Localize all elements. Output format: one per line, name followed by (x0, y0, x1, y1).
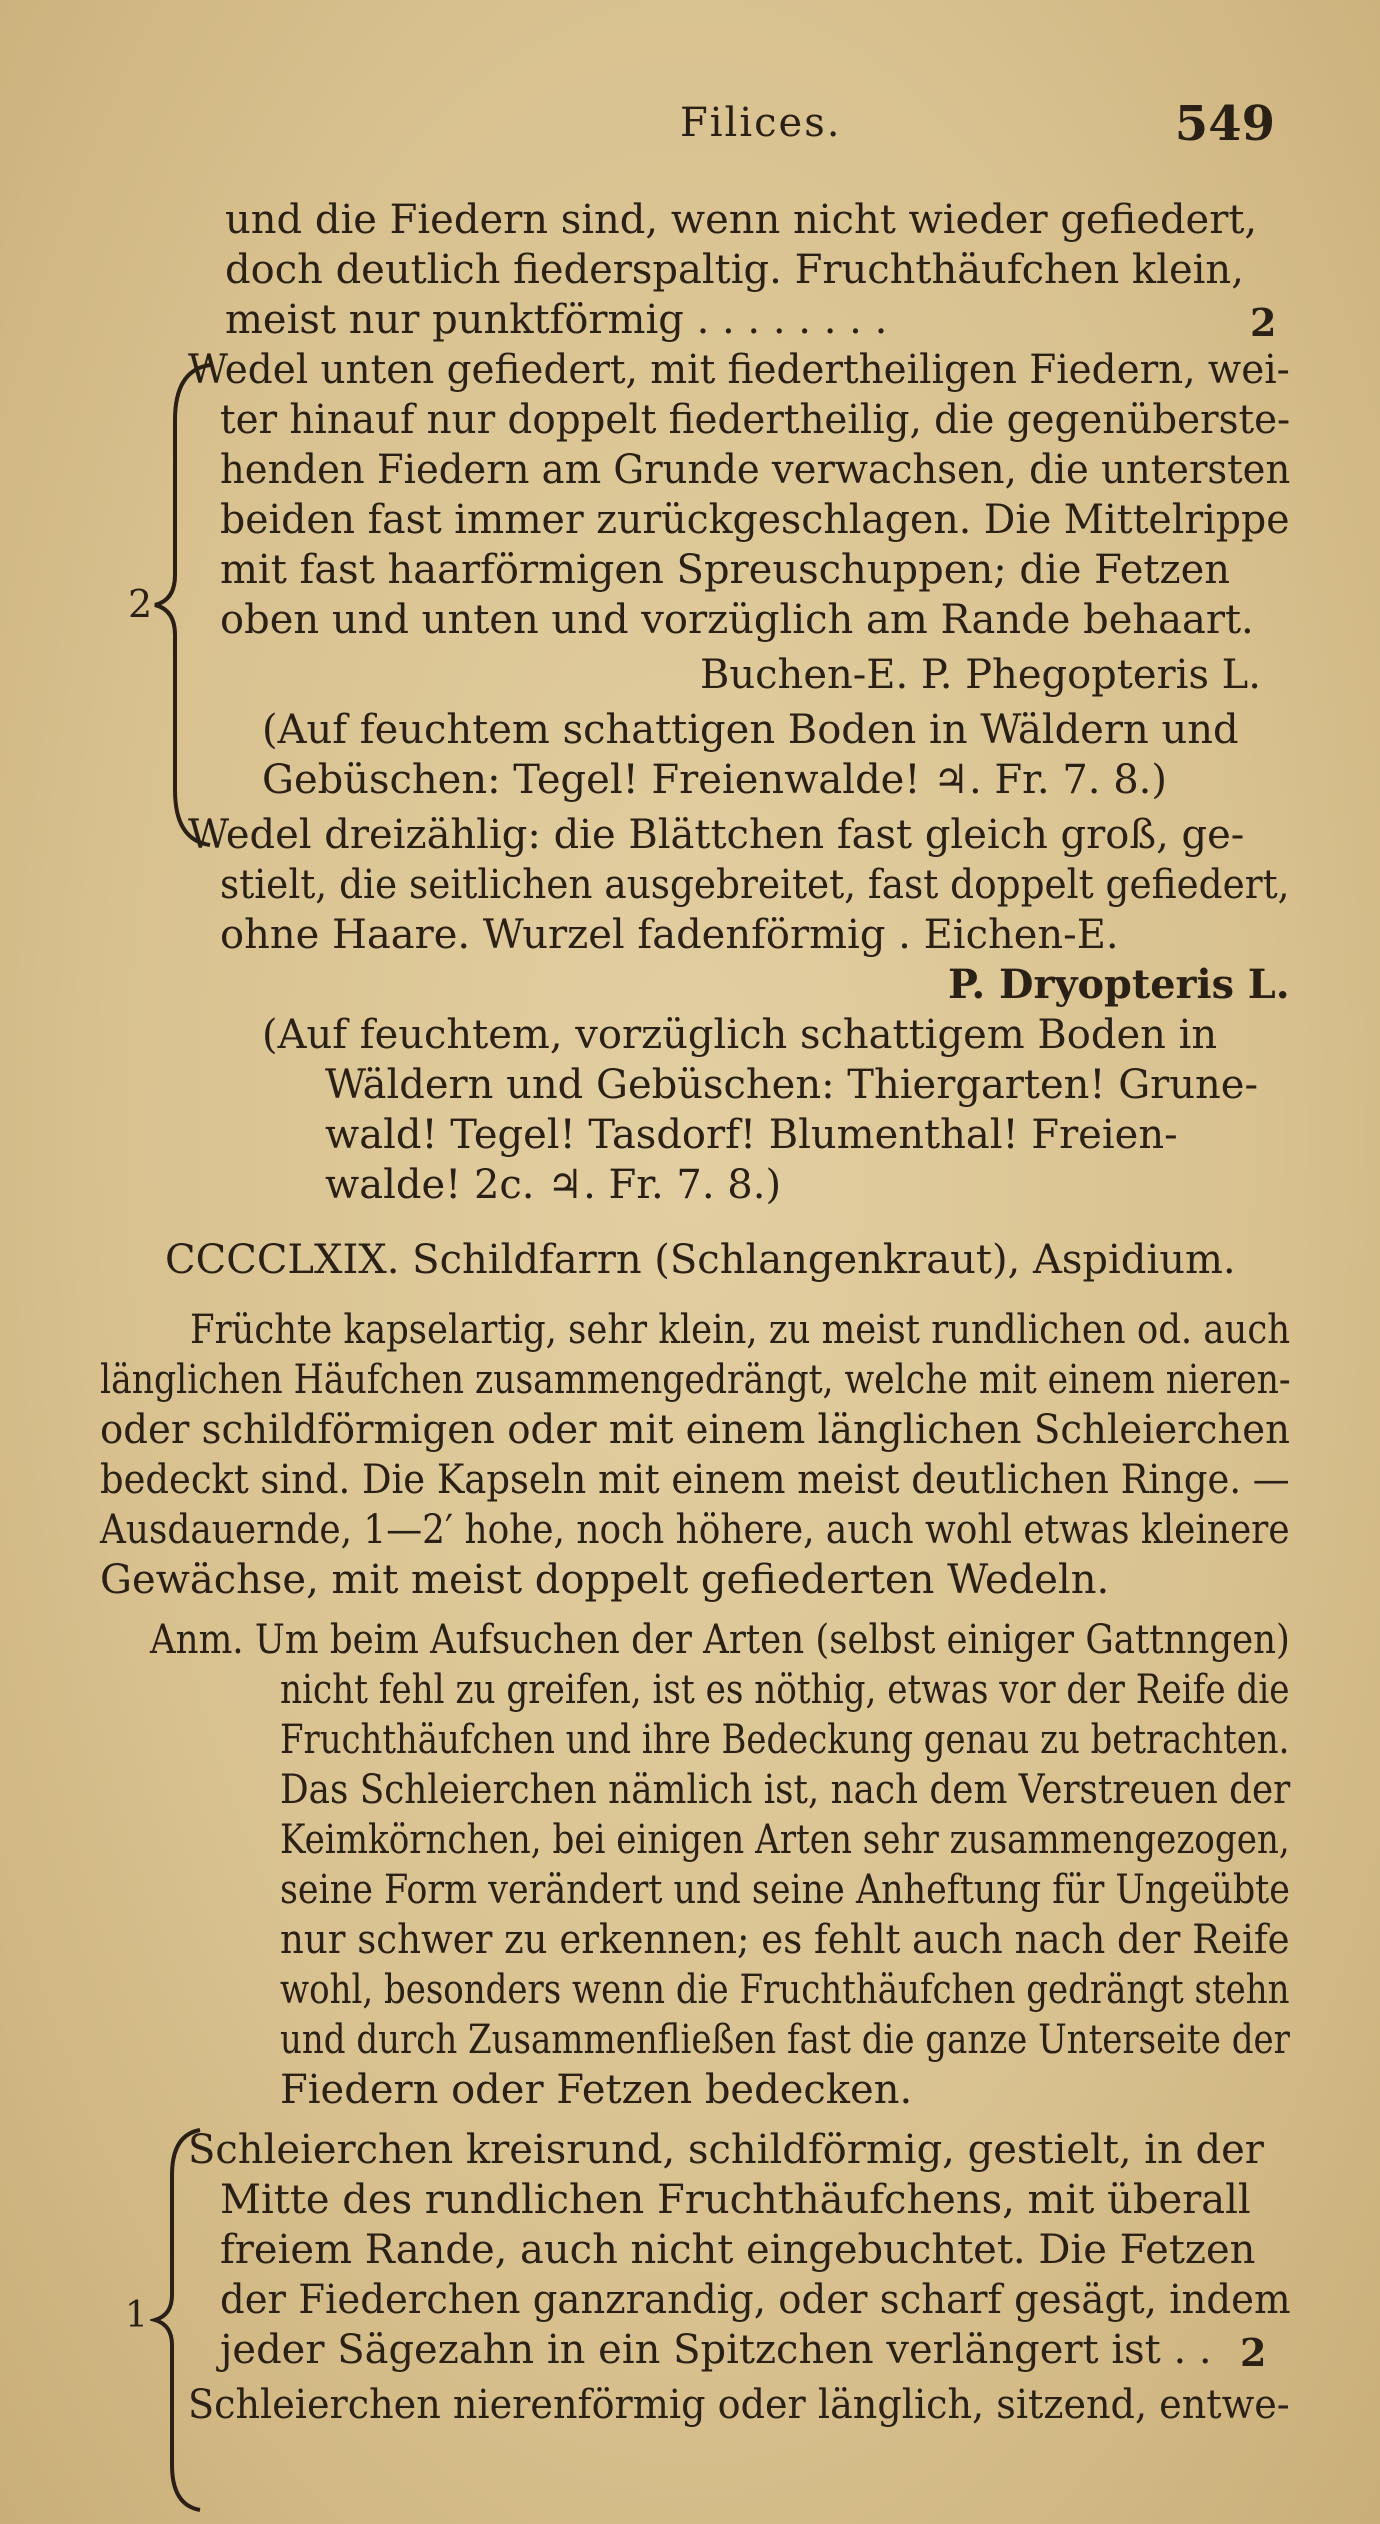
habitat-line: Wäldern und Gebüschen: Thiergarten! Grune- (325, 1062, 1258, 1108)
note-line: Anm. Um beim Aufsuchen der Arten (selbst einiger Gattnngen) (150, 1617, 1290, 1663)
text-line: Schleierchen nierenförmig oder länglich, sitzend, entwe- (188, 2382, 1290, 2428)
text-line: oder schildförmigen oder mit einem länglichen Schleierchen (100, 1407, 1291, 1453)
key-marker: 1 (125, 2295, 148, 2336)
text-line: beiden fast immer zurückgeschlagen. Die Mittelrippe (220, 497, 1290, 543)
text-line: der Fiederchen ganzrandig, oder scharf gesägt, indem (220, 2277, 1291, 2323)
running-header (0, 96, 1380, 160)
key-brace (150, 360, 220, 850)
text-line: Mitte des rundlichen Fruchthäufchens, mit überall (220, 2177, 1251, 2223)
page-number: 549 (1174, 96, 1275, 152)
habitat-line: (Auf feuchtem schattigen Boden in Wäldern und (262, 707, 1239, 753)
note-line: nur schwer zu erkennen; es fehlt auch nach der Reife (280, 1917, 1290, 1963)
text-line: ohne Haare. Wurzel fadenförmig . Eichen-E. (220, 912, 1119, 958)
text-line: länglichen Häufchen zusammengedrängt, welche mit einem nieren- (100, 1357, 1291, 1403)
text-line: doch deutlich fiederspaltig. Fruchthäufchen klein, (225, 247, 1244, 293)
text-line: meist nur punktförmig . . . . . . . . (225, 297, 888, 343)
text-line: bedeckt sind. Die Kapseln mit einem meist deutlichen Ringe. — (100, 1457, 1290, 1503)
key-brace (150, 2125, 210, 2515)
text-line: Wedel dreizählig: die Blättchen fast gleich groß, ge- (188, 812, 1245, 858)
note-line: wohl, besonders wenn die Fruchthäufchen gedrängt stehn (280, 1967, 1290, 2013)
key-reference-number: 2 (1250, 300, 1277, 345)
note-line: Fiedern oder Fetzen bedecken. (280, 2067, 913, 2113)
note-line: und durch Zusammenfließen fast die ganze Unterseite der (280, 2017, 1290, 2063)
key-reference-number: 2 (1240, 2330, 1267, 2375)
text-line: freiem Rande, auch nicht eingebuchtet. Die Fetzen (220, 2227, 1256, 2273)
text-line: Gewächse, mit meist doppelt gefiederten Wedeln. (100, 1557, 1110, 1603)
text-line: Wedel unten gefiedert, mit fiedertheiligen Fiedern, wei- (188, 347, 1290, 393)
text-line: und die Fiedern sind, wenn nicht wieder gefiedert, (225, 197, 1258, 243)
habitat-line: Gebüschen: Tegel! Freienwalde! ♃. Fr. 7. 8.) (262, 757, 1167, 803)
species-name: Buchen-E. P. Phegopteris L. (700, 652, 1261, 698)
header-title: Filices. (680, 100, 842, 146)
note-line: Keimkörnchen, bei einigen Arten sehr zusammengezogen, (280, 1817, 1290, 1863)
text-line: Schleierchen kreisrund, schildförmig, gestielt, in der (188, 2127, 1264, 2173)
text-line: Früchte kapselartig, sehr klein, zu meist rundlichen od. auch (190, 1307, 1291, 1353)
genus-heading: CCCCLXIX. Schildfarrn (Schlangenkraut), Aspidium. (165, 1237, 1236, 1283)
habitat-line: wald! Tegel! Tasdorf! Blumenthal! Freien- (325, 1112, 1178, 1158)
species-name: P. Dryopteris L. (948, 961, 1290, 1008)
text-line: mit fast haarförmigen Spreuschuppen; die Fetzen (220, 547, 1230, 593)
note-line: Das Schleierchen nämlich ist, nach dem Verstreuen der (280, 1767, 1291, 1813)
habitat-line: (Auf feuchtem, vorzüglich schattigem Boden in (262, 1012, 1218, 1058)
note-line: Fruchthäufchen und ihre Bedeckung genau zu betrachten. (280, 1717, 1290, 1763)
text-line: ter hinauf nur doppelt fiedertheilig, die gegenüberste- (220, 397, 1291, 443)
note-line: seine Form verändert und seine Anheftung für Ungeübte (280, 1867, 1290, 1913)
habitat-line: walde! 2c. ♃. Fr. 7. 8.) (325, 1162, 782, 1208)
text-line: stielt, die seitlichen ausgebreitet, fast doppelt gefiedert, (220, 862, 1290, 908)
key-marker: 2 (128, 582, 153, 626)
text-line: oben und unten und vorzüglich am Rande behaart. (220, 597, 1254, 643)
text-line: jeder Sägezahn in ein Spitzchen verlängert ist . . (220, 2327, 1212, 2373)
note-line: nicht fehl zu greifen, ist es nöthig, etwas vor der Reife die (280, 1667, 1290, 1713)
text-line: Ausdauernde, 1—2′ hohe, noch höhere, auch wohl etwas kleinere (100, 1507, 1290, 1553)
text-line: henden Fiedern am Grunde verwachsen, die untersten (220, 447, 1291, 493)
